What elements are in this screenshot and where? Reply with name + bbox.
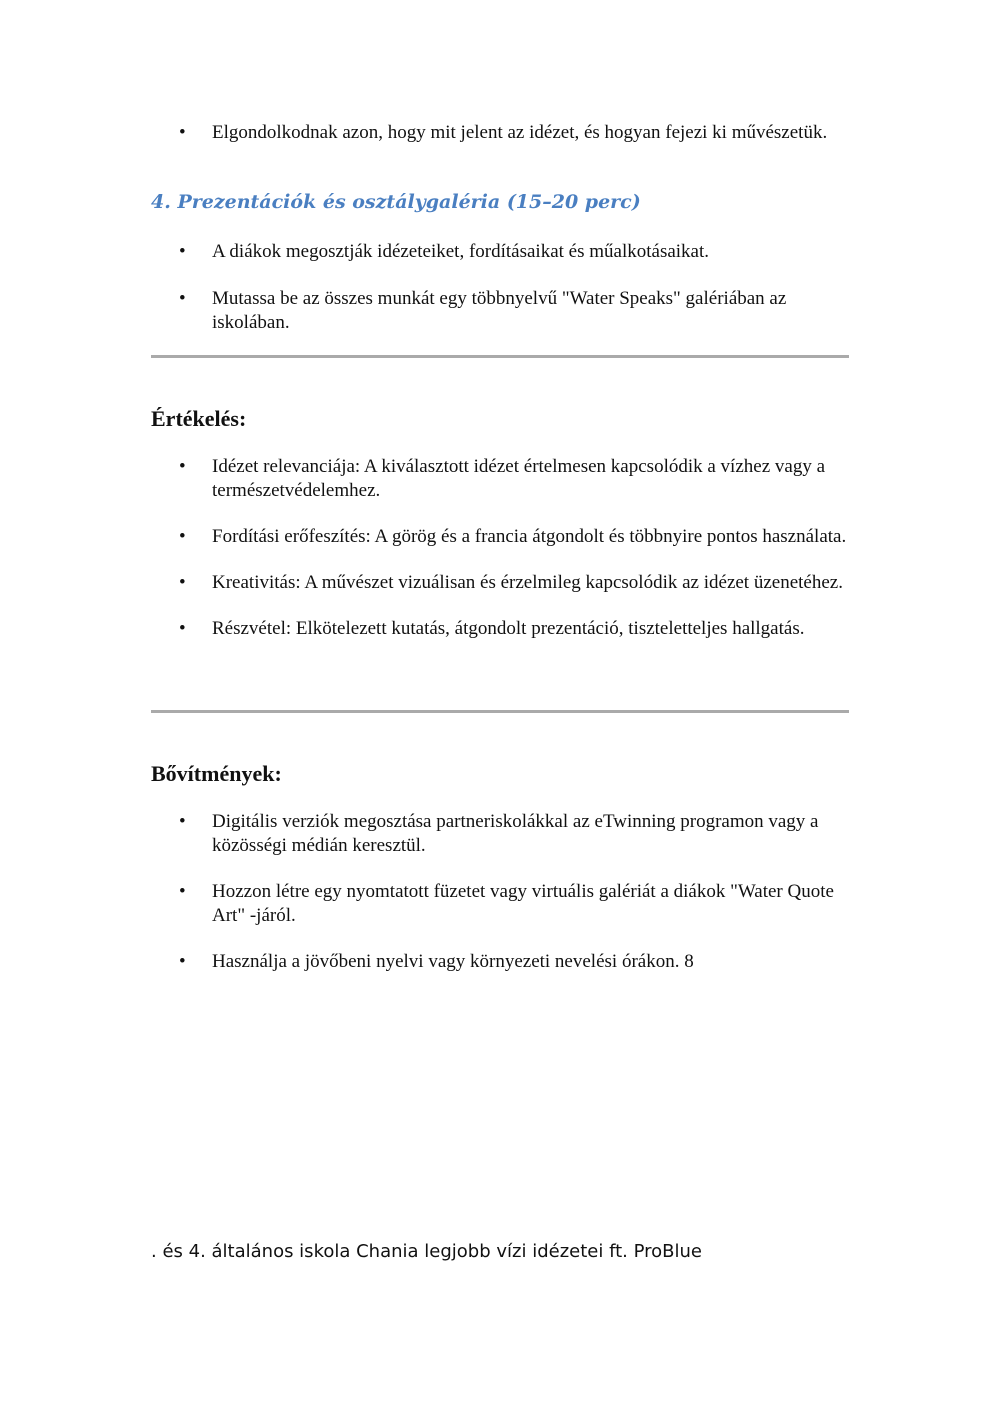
list-item: • Részvétel: Elkötelezett kutatás, átgondolt prezentáció, tiszteletteljes hallgatás. — [179, 618, 805, 639]
list-item: • Hozzon létre egy nyomtatott füzetet vagy virtuális galériát a diákok "Water Quote Art" -járól. — [179, 881, 834, 926]
bullet-icon: • — [179, 526, 186, 547]
bullet-icon: • — [179, 122, 186, 143]
bullet-icon: • — [179, 288, 186, 309]
page-footer: . és 4. általános iskola Chania legjobb vízi idézetei ft. ProBlue — [151, 1241, 702, 1262]
intro-list — [151, 121, 849, 145]
divider — [151, 355, 849, 358]
list-item: • Fordítási erőfeszítés: A görög és a francia átgondolt és többnyire pontos használata. — [179, 526, 847, 547]
extensions-list — [151, 810, 849, 974]
extensions-heading: Bővítmények: — [151, 761, 282, 786]
bullet-icon: • — [179, 618, 186, 639]
list-item: • Idézet relevanciája: A kiválasztott idézet értelmesen kapcsolódik a vízhez vagy a természetvédelemhez. — [179, 456, 826, 501]
step4-list — [151, 240, 849, 335]
step4-heading: 4. Prezentációk és osztálygaléria (15–20 perc) — [151, 191, 641, 213]
bullet-icon: • — [179, 572, 186, 593]
bullet-icon: • — [179, 456, 186, 477]
evaluation-heading: Értékelés: — [151, 406, 247, 431]
list-item: • Használja a jövőbeni nyelvi vagy környezeti nevelési órákon. 8 — [179, 951, 694, 972]
evaluation-list — [151, 455, 849, 641]
bullet-icon: • — [179, 811, 186, 832]
bullet-icon: • — [179, 241, 186, 262]
bullet-icon: • — [179, 951, 186, 972]
list-item: • Kreativitás: A művészet vizuálisan és érzelmileg kapcsolódik az idézet üzenetéhez. — [179, 572, 843, 593]
bullet-icon: • — [179, 881, 186, 902]
list-item: • Elgondolkodnak azon, hogy mit jelent az idézet, és hogyan fejezi ki művészetük. — [179, 122, 828, 143]
list-item: • Mutassa be az összes munkát egy többnyelvű "Water Speaks" galériában az iskolában. — [179, 288, 787, 333]
divider — [151, 710, 849, 713]
list-item: • Digitális verziók megosztása partneriskolákkal az eTwinning programon vagy a közösségi médián keresztül. — [179, 811, 819, 856]
list-item: • A diákok megosztják idézeteiket, fordításaikat és műalkotásaikat. — [179, 241, 710, 262]
